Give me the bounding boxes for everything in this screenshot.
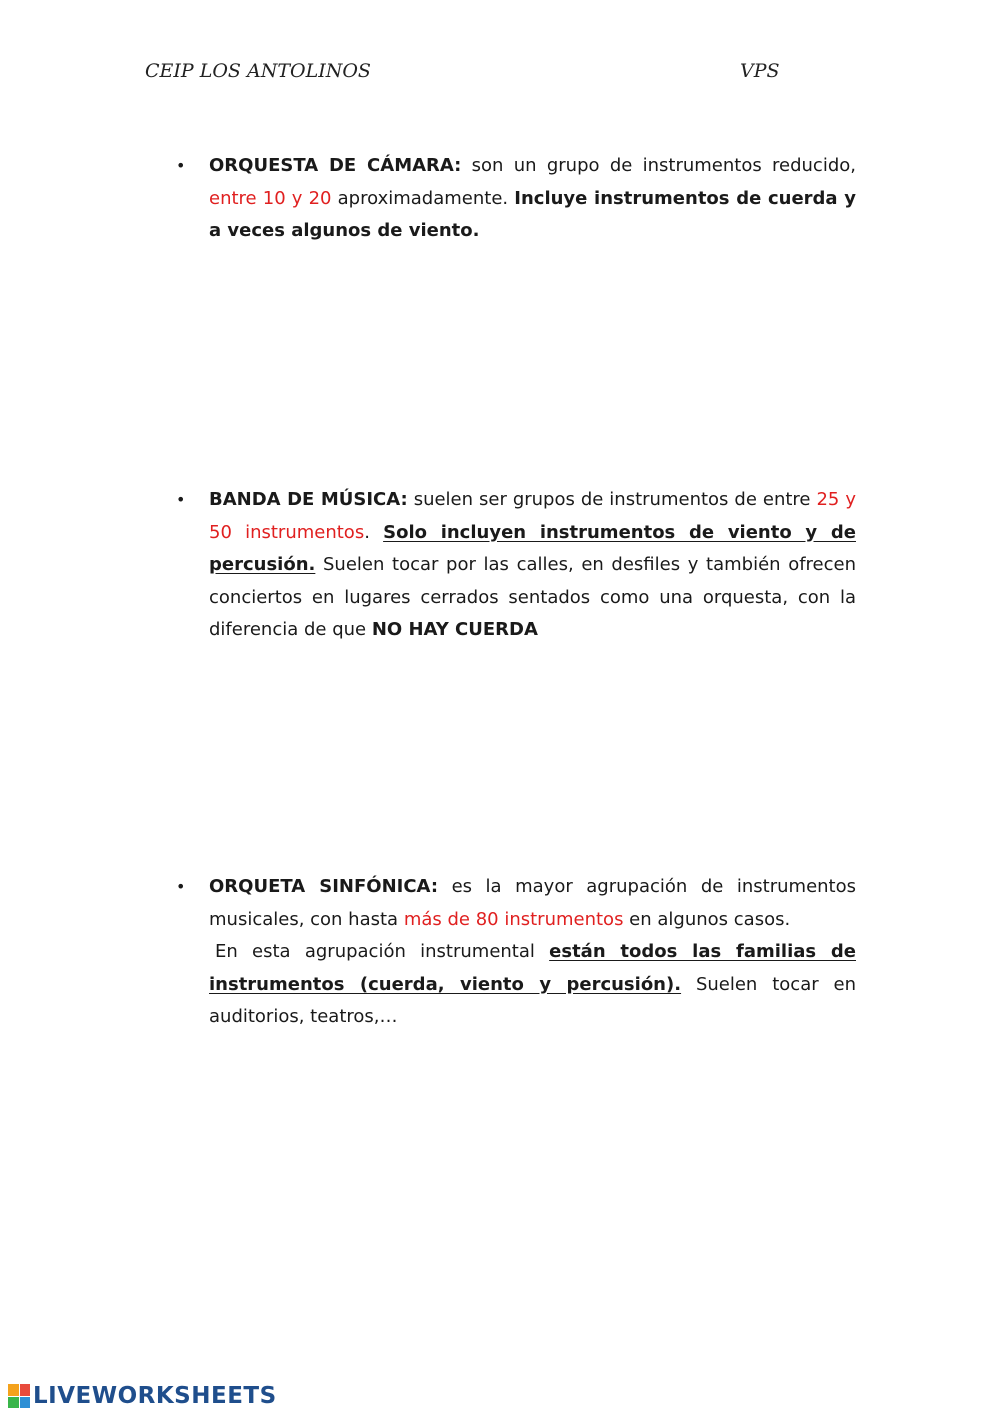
highlight-text: 25 y 50 instrumentos (209, 489, 856, 543)
highlight-text: más de 80 instrumentos (403, 908, 624, 930)
page-header (0, 60, 1000, 90)
item-title: ORQUESTA DE CÁMARA: (209, 155, 462, 176)
item-text: aproximadamente. (331, 187, 515, 209)
school-name: CEIP LOS ANTOLINOS (145, 60, 371, 82)
item-title: BANDA DE MÚSICA: (209, 489, 408, 510)
item-text: en algunos casos. (623, 908, 791, 930)
teacher-initials: VPS (740, 60, 780, 82)
item-text: son un grupo de instrumentos reducido, (461, 155, 856, 176)
list-item-orquesta-sinfonica (209, 871, 856, 1034)
bold-text: Incluye instrumentos de cuerda y a veces algunos de viento. (209, 187, 856, 241)
item-text: Suelen tocar en auditorios, teatros,… (209, 973, 856, 1027)
bold-underlined-text: están todos las familias de instrumentos (cuerda, viento y percusión). (209, 941, 856, 995)
bullet-icon: • (176, 490, 186, 509)
bullet-icon: • (176, 877, 186, 896)
highlight-text: entre 10 y 20 (209, 187, 332, 209)
bold-text: NO HAY CUERDA (371, 619, 538, 640)
item-text: . (364, 521, 384, 543)
logo-text: LIVEWORKSHEETS (33, 1383, 277, 1409)
bold-underlined-text: Solo incluyen instrumentos de viento y de percusión. (209, 521, 856, 575)
item-title: ORQUETA SINFÓNICA: (209, 876, 439, 897)
liveworksheets-logo-icon (8, 1384, 30, 1408)
list-item-orquesta-camara (209, 150, 856, 248)
footer-logo[interactable] (8, 1380, 277, 1412)
item-text: suelen ser grupos de instrumentos de entre (407, 489, 817, 510)
item-text: es la mayor agrupación de instrumentos musicales, con hasta (209, 876, 856, 930)
item-text: Suelen tocar por las calles, en desfiles y también ofrecen conciertos en lugares cerrados sentados como una orquesta, con la diferencia de que (209, 554, 856, 640)
item-text: En esta agrupación instrumental (215, 941, 550, 962)
bullet-icon: • (176, 156, 186, 175)
list-item-banda-musica (209, 484, 856, 647)
